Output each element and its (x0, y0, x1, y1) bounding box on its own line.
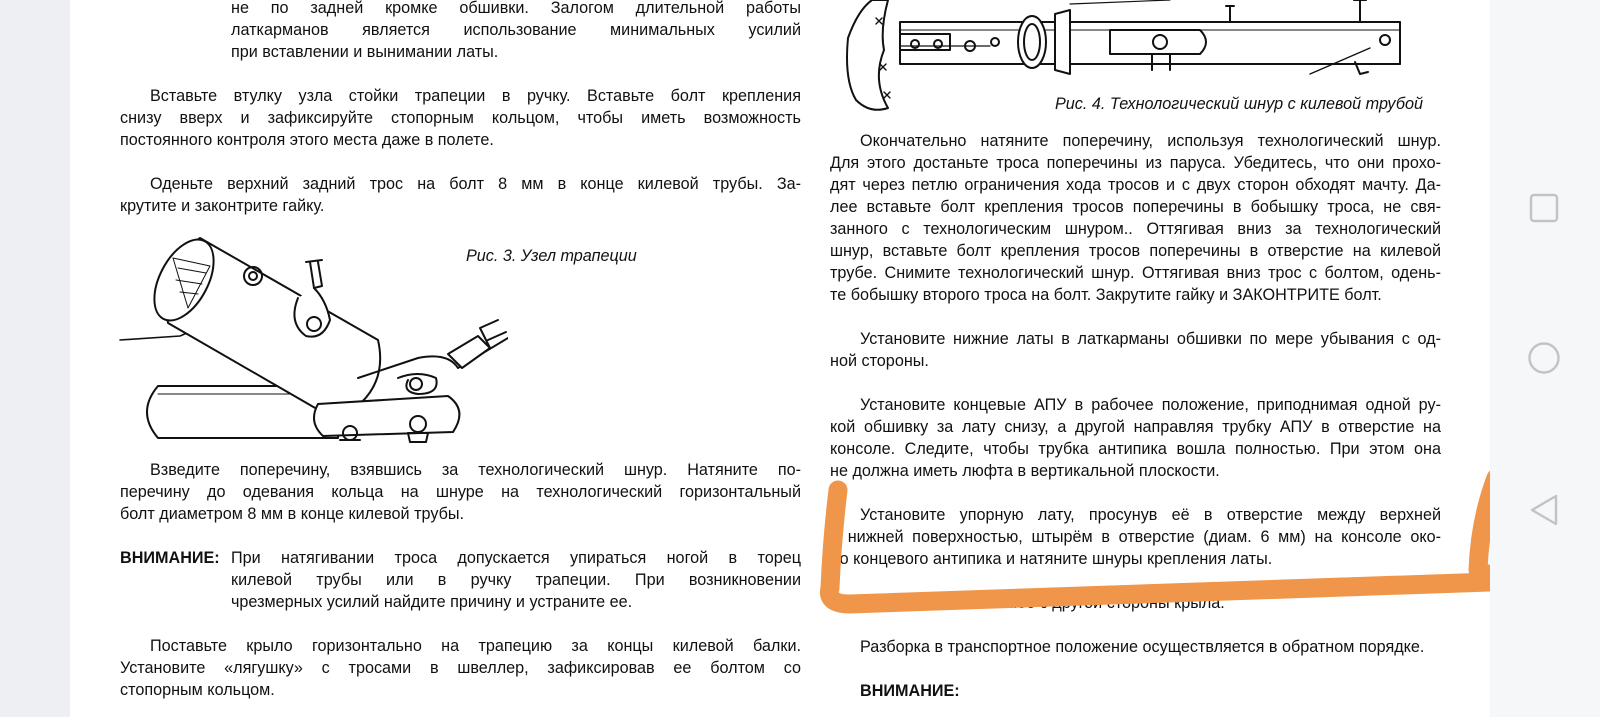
paragraph-stop-batten: и нижней поверхностью, штырём в отверстие (диам. 6 мм) на консоле око- (830, 528, 1441, 546)
orange-annotation-stroke (829, 478, 1496, 604)
paragraph-tension: трубе. Снимите технологический шнур. Оттягивая вниз трос с болтом, одень- (830, 264, 1441, 282)
figure-4-caption: Рис. 4. Технологический шнур с килевой трубой (1055, 95, 1423, 113)
paragraph-apu: консоле. Следите, чтобы трубка антипика вошла полностью. При этом она (830, 440, 1441, 458)
paragraph-cable: крутите и законтрите гайку. (120, 197, 325, 215)
back-button[interactable] (1524, 490, 1564, 530)
paragraph-wing: Поставьте крыло горизонтально на трапецию за концы килевой балки. (150, 637, 801, 655)
intro-line: латкарманов является использование минимальных усилий (231, 21, 801, 39)
paragraph-tension: Для этого достаньте троса поперечины из паруса. Убедитесь, что они прохо- (830, 154, 1441, 172)
paragraph-tension: шнур, вставьте болт крепления тросов поперечины в отверстие на килевой (830, 242, 1441, 260)
circle-icon (1527, 341, 1561, 375)
paragraph-wing: стопорным кольцом. (120, 681, 275, 699)
square-icon (1529, 193, 1559, 223)
navigation-bar (1490, 0, 1600, 717)
paragraph-bushing: постоянного контроля этого места даже в полете. (120, 131, 494, 149)
warning-text: чрезмерных усилий найдите причину и устраните ее. (231, 593, 633, 611)
paragraph-disassembly: Разборка в транспортное положение осуществляется в обратном порядке. (860, 638, 1425, 656)
paragraph-lower-battens: Установите нижние латы в латкарманы обшивки по мере убывания с од- (860, 330, 1441, 348)
paragraph-tension: дят через петлю ограничения хода тросов и с двух сторон обходят мачту. Да- (830, 176, 1441, 194)
paragraph-stop-batten: Установите упорную лату, просунув её в отверстие между верхней (860, 506, 1441, 524)
figure-3-caption: Рис. 3. Узел трапеции (466, 247, 637, 265)
intro-line: не по задней кромке обшивки. Залогом длительной работы (231, 0, 801, 17)
paragraph-tension: лее вставьте болт крепления тросов поперечины в бобышку троса, не свя- (830, 198, 1441, 216)
warning-label-right: ВНИМАНИЕ: (860, 682, 960, 700)
warning-text: При натягивании троса допускается упираться ногой в торец (231, 549, 801, 567)
paragraph-bushing: снизу вверх и зафиксируйте стопорным кольцом, чтобы иметь возможность (120, 109, 801, 127)
paragraph-bushing: Вставьте втулку узла стойки трапеции в ручку. Вставьте болт крепления (150, 87, 801, 105)
paragraph-tension: те бобышку второго троса на болт. Закрутите гайку и ЗАКОНТРИТЕ болт. (830, 286, 1382, 304)
paragraph-tension: Окончательно натяните поперечину, используя технологический шнур. (860, 132, 1441, 150)
paragraph-repeat: Повторите то же самое с другой стороны крыла. (860, 594, 1225, 612)
paragraph-lower-battens: ной стороны. (830, 352, 929, 370)
recent-apps-button[interactable] (1524, 188, 1564, 228)
paragraph-tension: занного с технологическим шнуром.. Оттягивая вниз за технологический (830, 220, 1441, 238)
paragraph-crossbar: болт диаметром 8 мм в конце килевой трубы. (120, 505, 464, 523)
paragraph-apu: Установите концевые АПУ в рабочее положение, приподнимая одной ру- (860, 396, 1441, 414)
paragraph-crossbar: перечину до одевания кольца на шнуре на технологический горизонтальный (120, 483, 801, 501)
paragraph-apu: кой обшивку за лату снизу, а другой направляя трубку АПУ в отверстие на (830, 418, 1441, 436)
intro-line: при вставлении и вынимании латы. (231, 43, 499, 61)
warning-label: ВНИМАНИЕ: (120, 549, 220, 567)
paragraph-wing: Установите «лягушку» с тросами в швеллер, зафиксировав ее болтом со (120, 659, 801, 677)
paragraph-apu: не должна иметь люфта в вертикальной плоскости. (830, 462, 1220, 480)
warning-text: килевой трубы или в ручку трапеции. При возникновении (231, 571, 801, 589)
triangle-back-icon (1528, 493, 1560, 527)
paragraph-stop-batten: ло концевого антипика и натяните шнуры крепления латы. (830, 550, 1273, 568)
home-button[interactable] (1524, 338, 1564, 378)
paragraph-crossbar: Взведите поперечину, взявшись за технологический шнур. Натяните по- (150, 461, 801, 479)
paragraph-cable: Оденьте верхний задний трос на болт 8 мм в конце килевой трубы. За- (150, 175, 801, 193)
